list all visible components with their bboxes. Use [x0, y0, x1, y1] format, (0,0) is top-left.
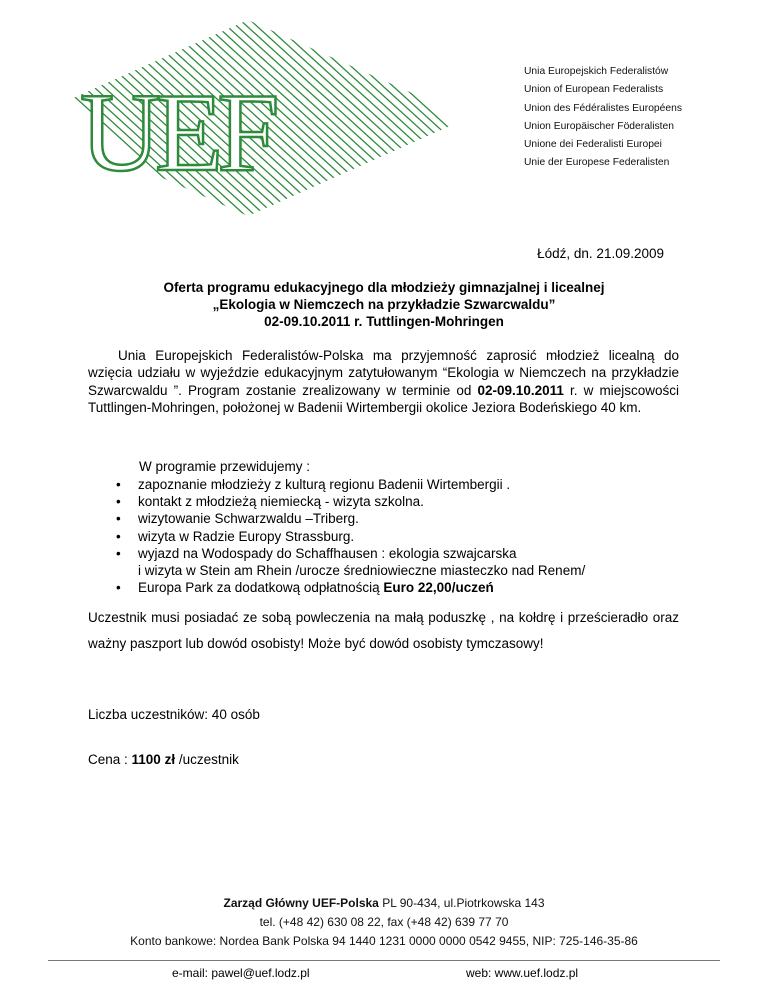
bullet-icon: •	[116, 528, 121, 544]
footer-address: Zarząd Główny UEF-Polska PL 90-434, ul.Piotrkowska 143	[223, 896, 545, 910]
bullet-icon: •	[116, 511, 121, 527]
participants-count: Liczba uczestników: 40 osób	[88, 707, 260, 722]
list-item: • zapoznanie młodzieży z kulturą regionu Badenii Wirtembergii .	[116, 477, 511, 492]
logo-letters: UEF	[80, 71, 274, 195]
price-label: Cena :	[88, 752, 132, 767]
footer	[0, 894, 768, 951]
list-item: • wizyta w Radzie Europy Strassburg.	[116, 528, 355, 544]
list-item: • wizytowanie Schwarzwaldu –Triberg.	[116, 511, 359, 527]
org-name-it: Unione dei Federalisti Europei	[524, 139, 662, 151]
footer-org-name: Zarząd Główny UEF-Polska	[223, 896, 379, 910]
title-line-1: Oferta programu edukacyjnego dla młodzieży gimnazjalnej i licealnej	[163, 280, 605, 295]
intro-text-2: r. w miejscowości Tuttlingen-Mohringen, położonej w Badenii Wirtembergii okolice Jeziora Bodeńskiego 40 km.	[88, 382, 679, 415]
intro-dates: 02-09.10.2011	[477, 382, 564, 398]
list-item-continuation: i wizyta w Stein am Rhein /urocze średniowieczne miasteczko nad Renem/	[138, 563, 586, 579]
europa-park-price: Euro 22,00/uczeń	[383, 580, 494, 596]
footer-bank: Konto bankowe: Nordea Bank Polska 94 1440 1231 0000 0000 0542 9455, NIP: 725-146-35-86	[130, 934, 638, 948]
organization-names	[524, 63, 744, 173]
title-line-3: 02-09.10.2011 r. Tuttlingen-Mohringen	[264, 314, 504, 329]
title-line-2: „Ekologia w Niemczech na przykładzie Szwarcwaldu”	[212, 297, 556, 312]
intro-paragraph	[88, 347, 679, 416]
org-name-pl: Unia Europejskich Federalistów	[524, 66, 669, 77]
footer-divider	[48, 960, 720, 961]
list-item: • wyjazd na Wodospady do Schaffhausen : ekologia szwajcarska i wizyta w Stein am Rhein /urocze średniowieczne miasteczko nad Renem/	[116, 545, 586, 579]
org-name-nl: Unie der Europese Federalisten	[524, 157, 670, 169]
requirements-paragraph: Uczestnik musi posiadać ze sobą powleczenia na małą poduszkę , na kołdrę i prześcieradło oraz ważny paszport lub dowód osobisty! Może być dowód osobisty tymczasowy!	[88, 610, 679, 651]
footer-web[interactable]: web: www.uef.lodz.pl	[466, 966, 579, 980]
document-title	[0, 279, 768, 330]
footer-email[interactable]: e-mail: pawel@uef.lodz.pl	[172, 966, 310, 980]
document-date: Łódź, dn. 21.09.2009	[537, 246, 664, 261]
org-name-de: Union Europäischer Föderalisten	[524, 120, 674, 132]
org-name-en: Union of European Federalists	[524, 84, 664, 96]
program-header: W programie przewidujemy :	[139, 459, 311, 474]
bullet-icon: •	[116, 545, 121, 561]
price-amount: 1100 zł	[131, 752, 176, 767]
bullet-icon: •	[116, 494, 121, 510]
intro-text-1: Unia Europejskich Federalistów-Polska ma przyjemność zaprosić młodzież licealną do wzięcia udziału w wyjeździe edukacyjnym zatytułowanym “Ekologia w Niemczech na przykładzie Szwarcwaldu ”. Program zostanie zrealizowany w terminie od	[88, 348, 679, 398]
org-name-fr: Union des Fédéralistes Européens	[524, 102, 682, 114]
bullet-icon: •	[116, 477, 121, 492]
uef-logo	[28, 18, 528, 218]
program-list	[116, 476, 716, 596]
list-item: • kontakt z młodzieżą niemiecką - wizyta szkolna.	[116, 494, 424, 510]
bullet-icon: •	[116, 580, 121, 596]
price-line	[88, 752, 239, 767]
price-suffix: /uczestnik	[175, 752, 239, 767]
list-item: • Europa Park za dodatkową odpłatnością Euro 22,00/uczeń	[116, 580, 494, 596]
footer-phone: tel. (+48 42) 630 08 22, fax (+48 42) 639 77 70	[259, 915, 509, 929]
